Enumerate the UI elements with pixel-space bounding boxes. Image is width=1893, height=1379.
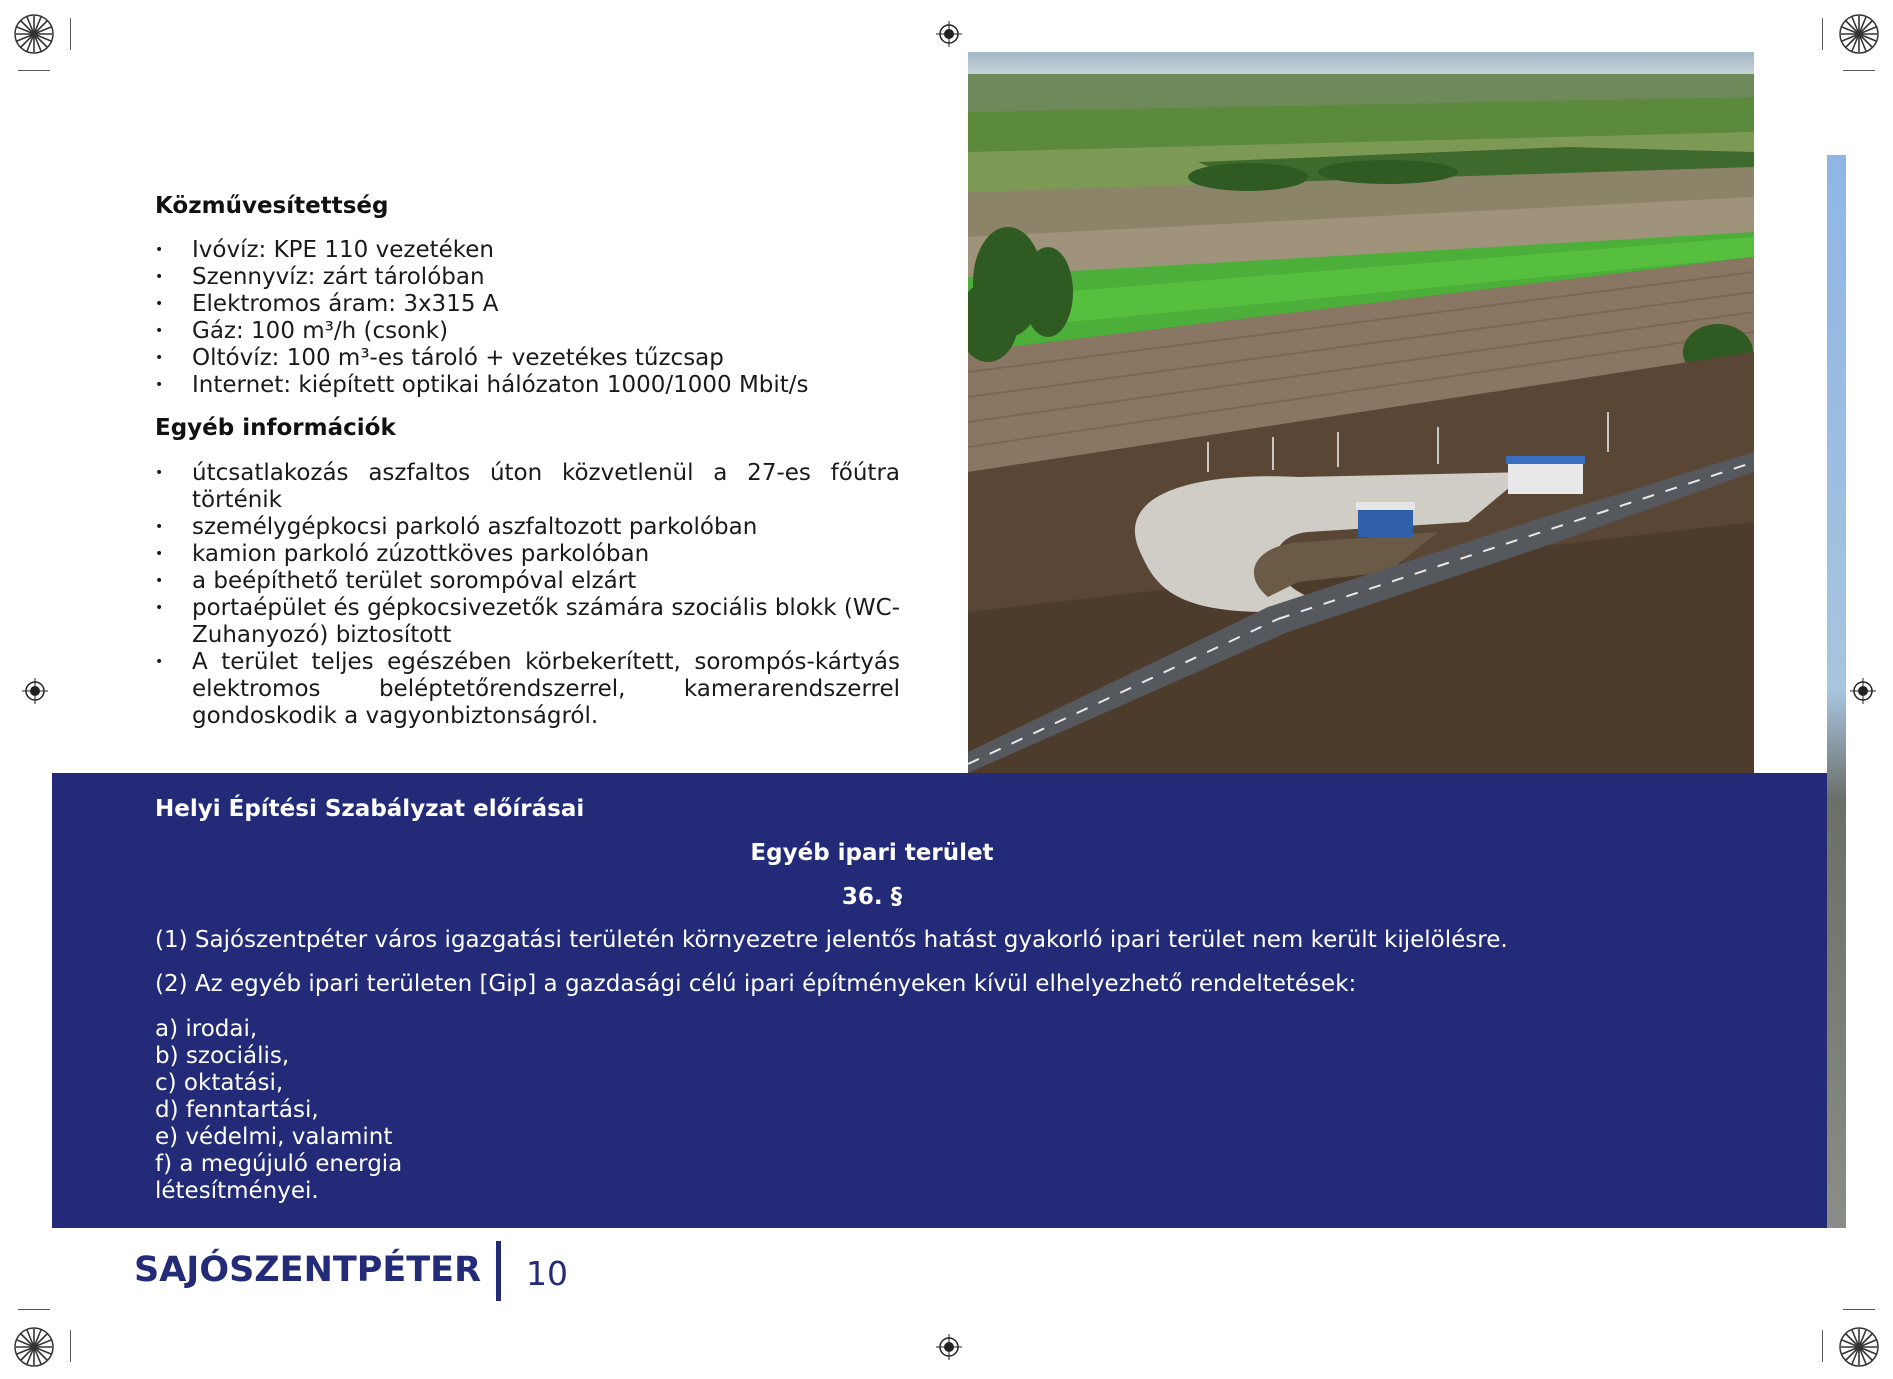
regulation-item: f) a megújuló energia (155, 1151, 403, 1177)
trim-mark (70, 18, 71, 50)
list-item: • Elektromos áram: 3x315 A (155, 291, 900, 318)
footer-brand: SAJÓSZENTPÉTER (134, 1250, 482, 1290)
trim-mark (70, 1330, 71, 1362)
regulation-title: Helyi Építési Szabályzat előírásai (155, 796, 585, 822)
regulation-item: c) oktatási, (155, 1070, 284, 1096)
list-item: • Oltóvíz: 100 m³-es tároló + vezetékes tűzcsap (155, 345, 900, 372)
list-item: • a beépíthető terület sorompóval elzárt (155, 568, 900, 595)
trim-mark (18, 70, 50, 71)
trim-mark (1822, 1330, 1823, 1362)
regulation-item: d) fenntartási, (155, 1097, 319, 1123)
crosshair-mark-left (22, 678, 48, 704)
crosshair-mark-top (936, 21, 962, 47)
list-item: • Gáz: 100 m³/h (csonk) (155, 318, 900, 345)
list-item: • A terület teljes egészében körbekerített, sorompós-kártyás elektromos beléptetőrendszerrel, kamerarendszerrel gondoskodik a vagyonbiztonságról. (155, 649, 900, 730)
trim-mark (1843, 70, 1875, 71)
list-item: • személygépkocsi parkoló aszfaltozott parkolóban (155, 514, 900, 541)
crosshair-mark-bottom (936, 1334, 962, 1360)
other-info-list (155, 460, 900, 730)
regulation-section: 36. § (841, 884, 903, 910)
list-item: • útcsatlakozás aszfaltos úton közvetlenül a 27-es főútra történik (155, 460, 900, 514)
registration-mark-bottom-left (14, 1327, 54, 1367)
regulation-subtitle: Egyéb ipari terület (750, 840, 994, 866)
regulation-items (155, 1016, 402, 1205)
trim-mark (1822, 18, 1823, 50)
crosshair-mark-right (1850, 678, 1876, 704)
list-item: • kamion parkoló zúzottköves parkolóban (155, 541, 900, 568)
regulation-paragraph-1: (1) Sajószentpéter város igazgatási területén környezetre jelentős hatást gyakorló ipari terület nem került kijelölésre. (155, 927, 1508, 953)
list-item: • Ivóvíz: KPE 110 vezetéken (155, 237, 900, 264)
regulation-panel (52, 773, 1827, 1228)
utilities-heading: Közművesítettség (155, 193, 389, 219)
regulation-paragraph-2: (2) Az egyéb ipari területen [Gip] a gazdasági célú ipari építményeken kívül elhelyezhető rendeltetések: (155, 971, 1357, 997)
utilities-list (155, 237, 900, 399)
registration-mark-top-left (14, 14, 54, 54)
page-number: 10 (526, 1254, 568, 1293)
other-info-heading: Egyéb információk (155, 415, 396, 441)
list-item: • Szennyvíz: zárt tárolóban (155, 264, 900, 291)
registration-mark-top-right (1839, 14, 1879, 54)
trim-mark (18, 1309, 50, 1310)
list-item: • portaépület és gépkocsivezetők számára szociális blokk (WC-Zuhanyozó) biztosított (155, 595, 900, 649)
registration-mark-bottom-right (1839, 1327, 1879, 1367)
trim-mark (1843, 1309, 1875, 1310)
footer-divider (496, 1241, 501, 1301)
list-item: • Internet: kiépített optikai hálózaton 1000/1000 Mbit/s (155, 372, 900, 399)
regulation-item: a) irodai, (155, 1016, 258, 1042)
aerial-photo (968, 52, 1754, 773)
next-page-bleed (1827, 155, 1846, 1228)
regulation-item: létesítményei. (155, 1178, 319, 1204)
regulation-item: e) védelmi, valamint (155, 1124, 393, 1150)
regulation-item: b) szociális, (155, 1043, 290, 1069)
